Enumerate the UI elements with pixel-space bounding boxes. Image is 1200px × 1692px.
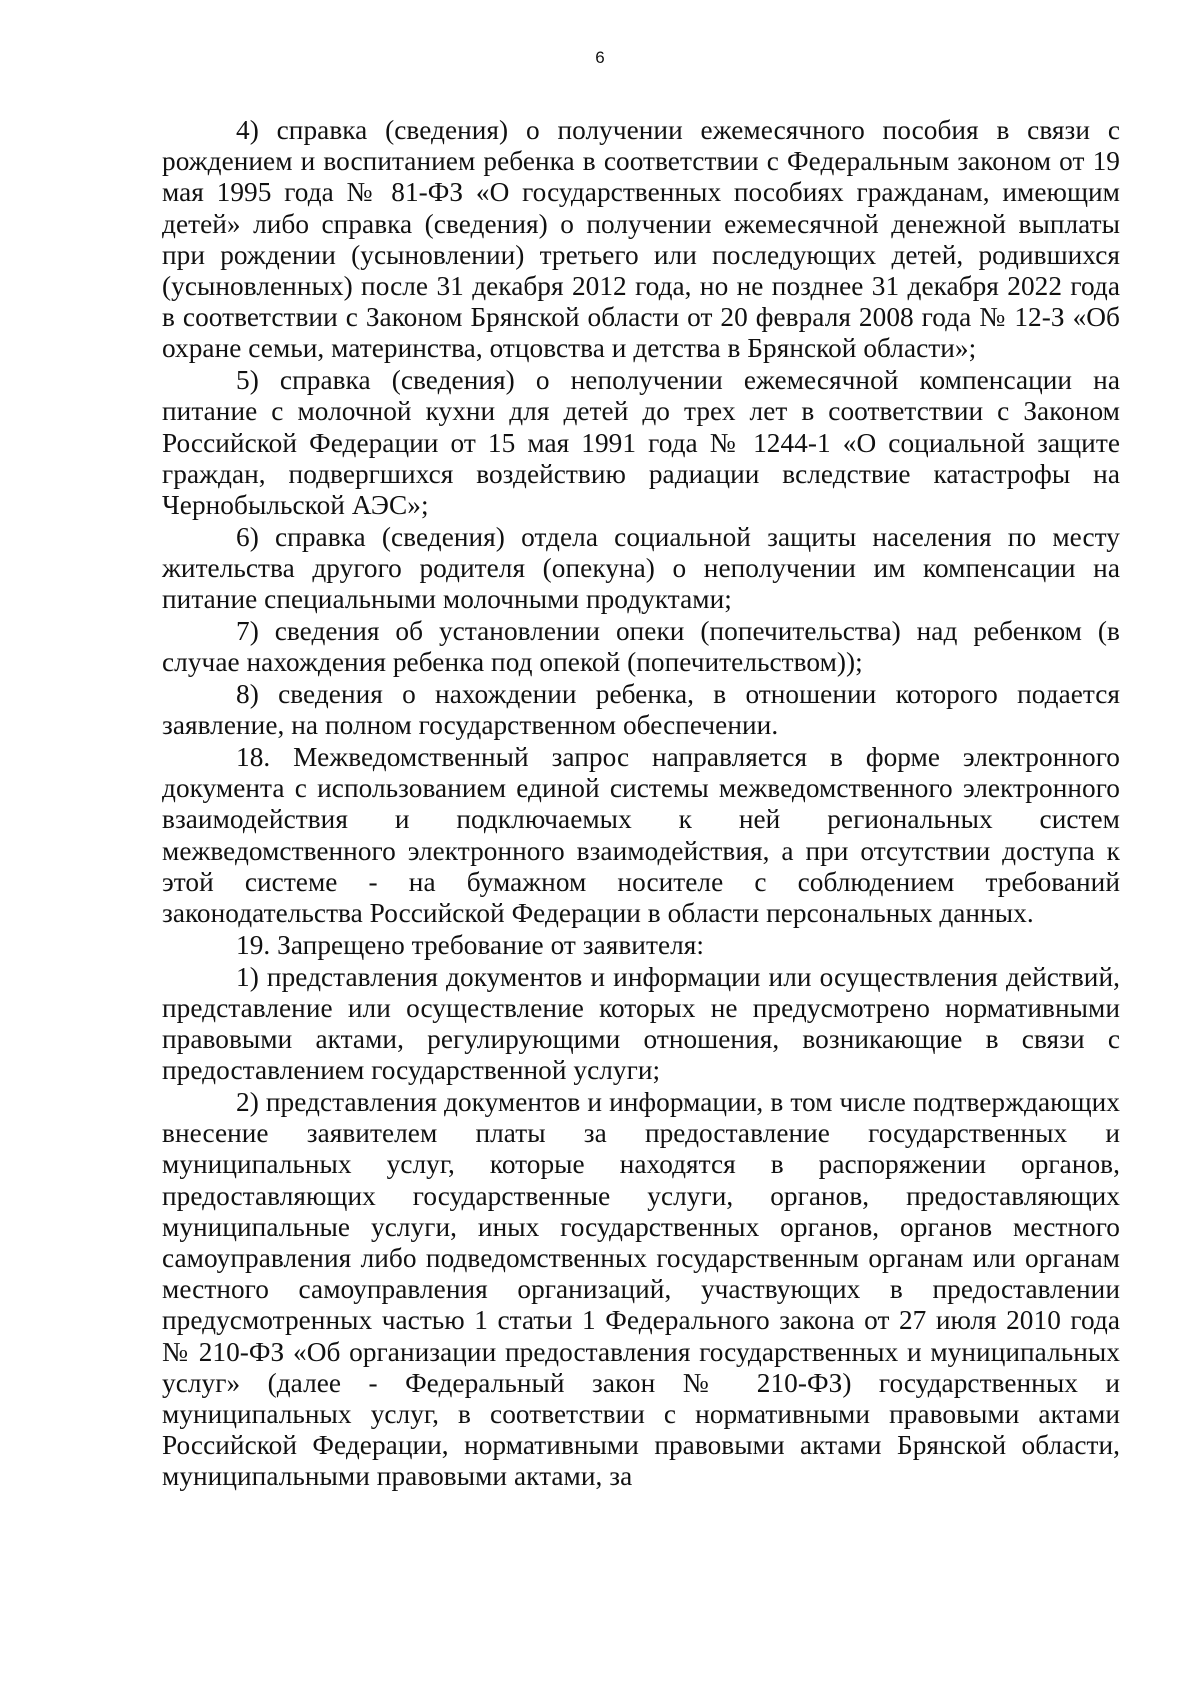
document-body [162,115,1120,1493]
paragraph-section-18: 18. Межведомственный запрос направляется в форме электронного документа с использованием единой системы межведомственного электронного взаимодействия и подключаемых к ней региональных систем межведомственного электронного взаимодействия, а при отсутствии доступа к этой системе - на бумажном носителе с соблюдением требований законодательства Российской Федерации в области персональных данных. [162,742,1120,929]
paragraph-item-8: 8) сведения о нахождении ребенка, в отношении которого подается заявление, на полном государственном обеспечении. [162,679,1120,741]
paragraph-section-19: 19. Запрещено требование от заявителя: [236,929,705,960]
paragraph-item-4: 4) справка (сведения) о получении ежемесячного пособия в связи с рождением и воспитанием ребенка в соответствии с Федеральным законом от 19 мая 1995 года № 81-ФЗ «О государственных пособиях гражданам, имеющим детей» либо справка (сведения) о получении ежемесячной денежной выплаты при рождении (усыновлении) третьего или последующих детей, родившихся (усыновленных) после 31 декабря 2012 года, но не позднее 31 декабря 2022 года в соответствии с Законом Брянской области от 20 февраля 2008 года № 12-З «Об охране семьи, материнства, отцовства и детства в Брянской области»; [162,115,1120,364]
paragraph-item-5: 5) справка (сведения) о неполучении ежемесячной компенсации на питание с молочной кухни для детей до трех лет в соответствии с Законом Российской Федерации от 15 мая 1991 года № 1244-1 «О социальной защите граждан, подвергшихся воздействию радиации вследствие катастрофы на Чернобыльской АЭС»; [162,365,1120,521]
paragraph-item-7: 7) сведения об установлении опеки (попечительства) над ребенком (в случае нахождения ребенка под опекой (попечительством)); [162,616,1120,678]
page-number: 6 [595,48,605,67]
paragraph-item-19-1: 1) представления документов и информации или осуществления действий, представление или осуществление которых не предусмотрено нормативными правовыми актами, регулирующими отношения, возникающие в связи с предоставлением государственной услуги; [162,961,1120,1086]
paragraph-item-6: 6) справка (сведения) отдела социальной защиты населения по месту жительства другого родителя (опекуна) о неполучении им компенсации на питание специальными молочными продуктами; [162,521,1120,615]
paragraph-item-19-2: 2) представления документов и информации, в том числе подтверждающих внесение заявителем платы за предоставление государственных и муниципальных услуг, которые находятся в распоряжении органов, предоставляющих государственные услуги, органов, предоставляющих муниципальные услуги, иных государственных органов, органов местного самоуправления либо подведомственных государственным органам или органам местного самоуправления организаций, участвующих в предоставлении предусмотренных частью 1 статьи 1 Федерального закона от 27 июля 2010 года № 210-ФЗ «Об организации предоставления государственных и муниципальных услуг» (далее - Федеральный закон № 210-ФЗ) государственных и муниципальных услуг, в соответствии с нормативными правовыми актами Российской Федерации, нормативными правовыми актами Брянской области, муниципальными правовыми актами, за [162,1087,1120,1492]
